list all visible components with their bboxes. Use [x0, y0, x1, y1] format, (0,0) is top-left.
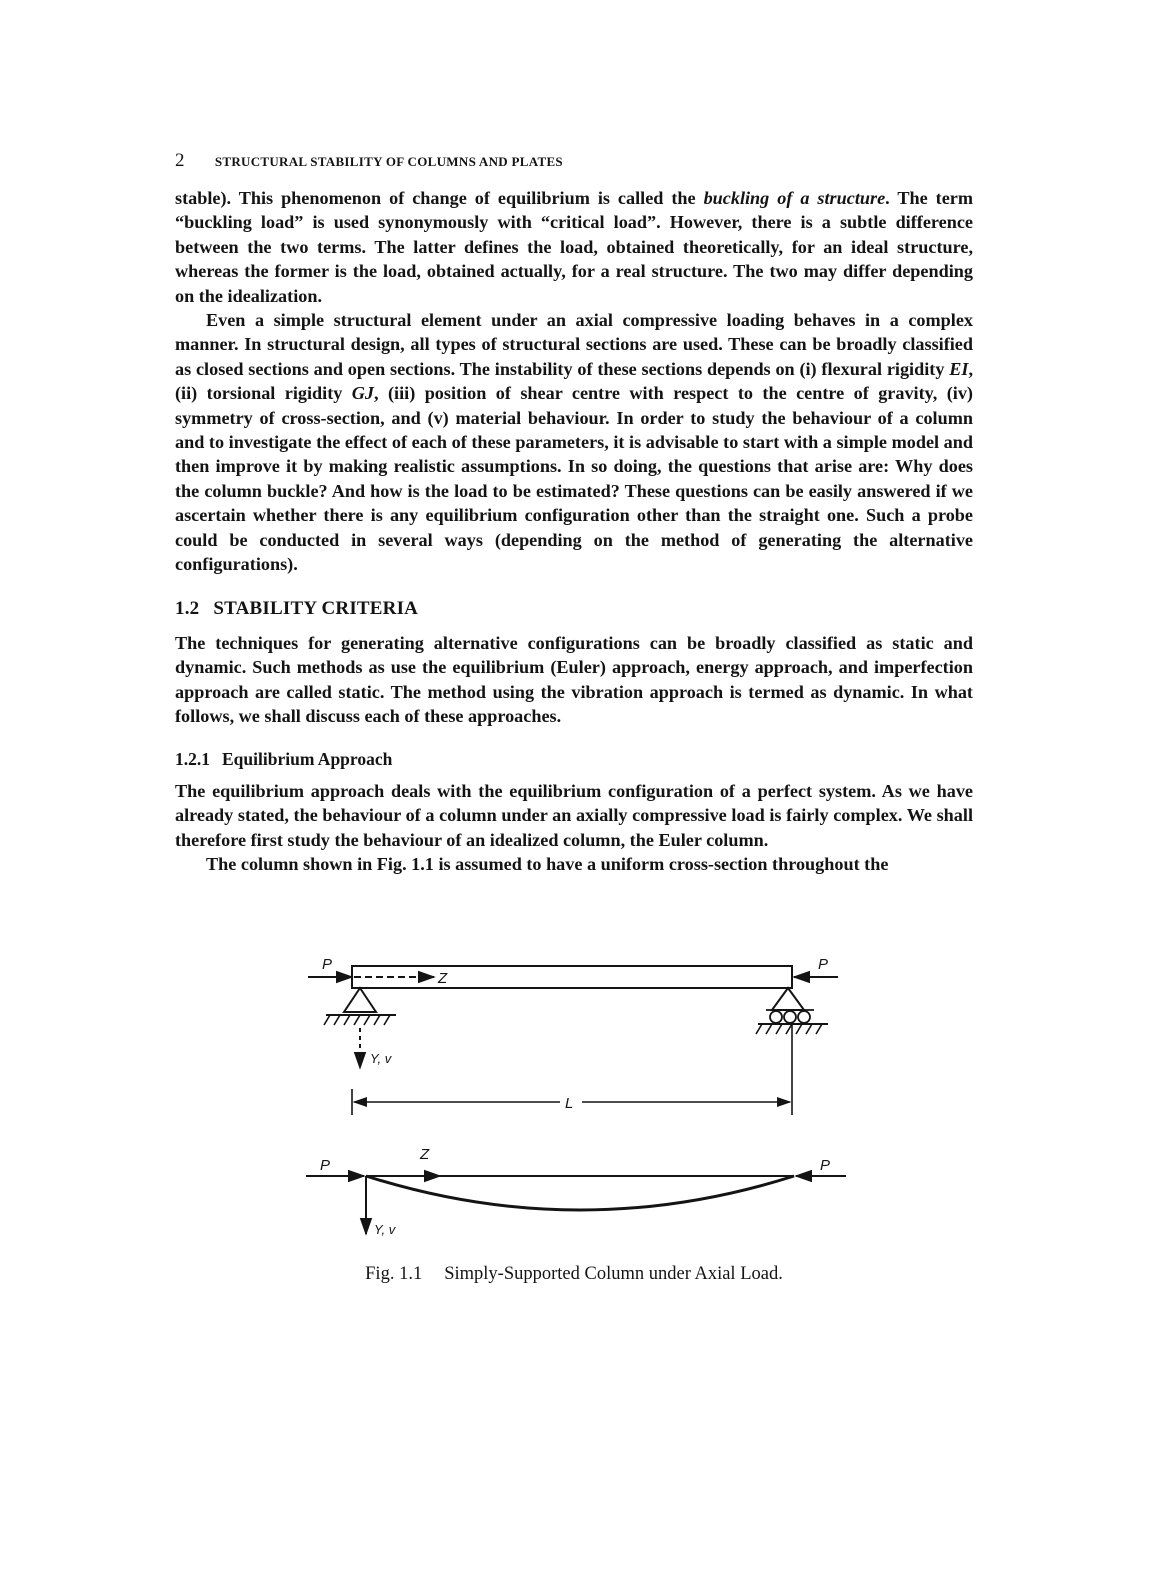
figure-1-1: [300, 952, 860, 1252]
y-axis-label-bottom: Y, v: [374, 1222, 396, 1237]
deflected-shape: [366, 1176, 794, 1210]
para2-text-a: Even a simple structural element under an axial compressive loading behaves in a complex manner. In structural design, all types of structural sections are used. These can be broadly classified as closed sections and open sections. The instability of these sections depends on (i) flexural rigidity: [175, 310, 973, 379]
subsection-number: 1.2.1: [175, 748, 210, 769]
para2-symbol-gj: GJ: [351, 383, 375, 404]
para1-emphasis: buckling of a structure: [703, 188, 886, 208]
paragraph-4: The equilibrium approach deals with the equilibrium configuration of a perfect system. As we have already stated, the behaviour of a column under an axially compressive load is fairly complex. We shall therefore first study the behaviour of an idealized column, the Euler column.: [175, 780, 973, 850]
subsection-title: Equilibrium Approach: [222, 748, 393, 769]
section-heading-1-2: [175, 597, 973, 621]
caption-text: Simply-Supported Column under Axial Load.: [444, 1264, 783, 1284]
para2-text-c: , (ii) torsional rigidity: [175, 358, 973, 404]
subsection-heading-1-2-1: [175, 747, 973, 771]
paragraph-2: [175, 308, 973, 576]
column-diagram: [300, 952, 860, 1252]
load-label-left: P: [322, 956, 333, 973]
y-axis-label: Y, v: [370, 1051, 392, 1066]
pin-support: [324, 988, 396, 1025]
section-number: 1.2: [175, 597, 200, 619]
length-label: L: [565, 1095, 574, 1112]
body-text: [175, 186, 973, 877]
para2-symbol-ei: EI: [949, 358, 969, 379]
running-title: STRUCTURAL STABILITY OF COLUMNS AND PLATES: [214, 154, 563, 169]
column-beam: [352, 966, 792, 988]
z-axis-label: Z: [438, 970, 448, 987]
page-number: 2: [175, 150, 185, 171]
running-head: [175, 150, 975, 172]
load-label-left-bottom: P: [320, 1157, 331, 1174]
paragraph-1: [175, 186, 973, 308]
para1-text-a: stable). This phenomenon of change of equilibrium is called the: [175, 188, 704, 208]
para1-text-c: . The term “buckling load” is used synonymously with “critical load”. However, there is a subtle difference between the two terms. The latter defines the load, obtained theoretically, for an ideal structure, whereas the former is the load, obtained actually, for a real structure. The two may differ depending on the idealization.: [175, 188, 973, 306]
section-title: STABILITY CRITERIA: [213, 597, 419, 619]
figure-caption: [175, 1264, 973, 1285]
load-label-right-bottom: P: [820, 1157, 831, 1174]
caption-number: Fig. 1.1: [365, 1264, 423, 1284]
paragraph-5: The column shown in Fig. 1.1 is assumed to have a uniform cross-section throughout the: [206, 854, 889, 875]
paragraph-3: The techniques for generating alternative configurations can be broadly classified as static and dynamic. Such methods as use the equilibrium (Euler) approach, energy approach, and imperfection approach are called static. The method using the vibration approach is termed as dynamic. In what follows, we shall discuss each of these approaches.: [175, 632, 973, 727]
z-axis-label-bottom: Z: [420, 1146, 430, 1163]
para2-text-e: , (iii) position of shear centre with respect to the centre of gravity, (iv) symmetry of cross-section, and (v) material behaviour. In order to study the behaviour of a column and to investigate the effect of each of these parameters, it is advisable to start with a simple model and then improve it by making realistic assumptions. In so doing, the questions that arise are: Why does the column buckle? And how is the load to be estimated? These questions can be easily answered if we ascertain whether there is any equilibrium configuration other than the straight one. Such a probe could be conducted in several ways (depending on the method of generating the alternative configurations).: [175, 383, 973, 575]
load-label-right: P: [818, 956, 829, 973]
